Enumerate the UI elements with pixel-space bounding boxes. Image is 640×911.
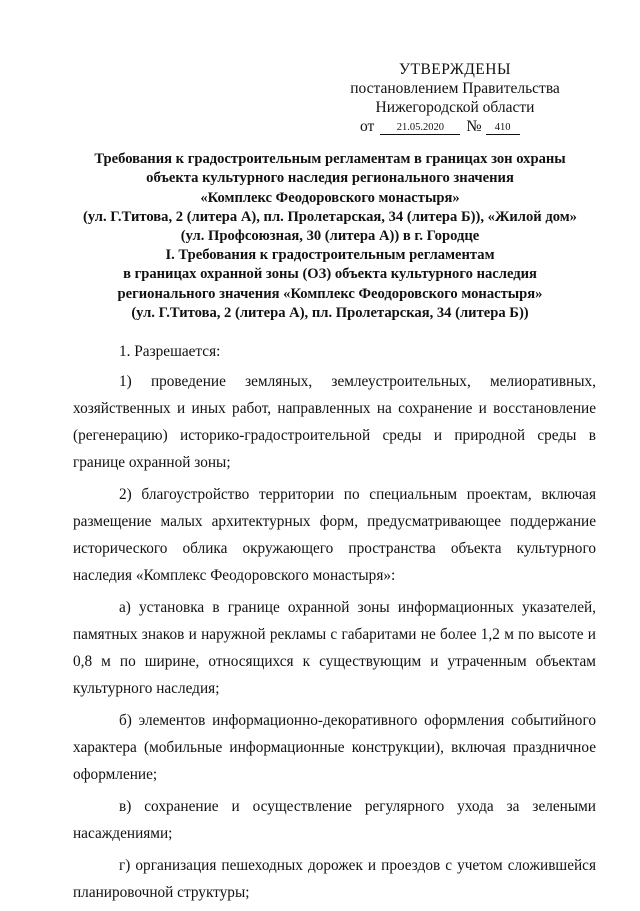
paragraph: 2) благоустройство территории по специальным проектам, включая размещение малых архитектурных форм, предусматривающее поддержание исторического облика окружающего пространства объекта культурного наследия «Комплекс Феодоровского монастыря»: [73, 486, 596, 584]
section-heading-line: регионального значения «Комплекс Феодоровского монастыря» [117, 285, 543, 302]
document-title [60, 150, 600, 246]
paragraph: б) элементов информационно-декоративного оформления событийного характера (мобильные информационные конструкции), включая праздничное оформление; [73, 712, 596, 783]
title-line: объекта культурного наследия регионального значения [146, 170, 514, 187]
approval-date-line [330, 117, 580, 136]
approval-stamp [330, 60, 580, 136]
paragraph: в) сохранение и осуществление регулярного ухода за зелеными насаждениями; [73, 798, 596, 842]
title-line: (ул. Г.Титова, 2 (литера А), пл. Пролетарская, 34 (литера Б)), «Жилой дом» [83, 208, 577, 225]
paragraph: г) организация пешеходных дорожек и проездов с учетом сложившейся планировочной структуры; [73, 857, 596, 901]
paragraph: а) установка в границе охранной зоны информационных указателей, памятных знаков и наружной рекламы с габаритами не более 1,2 м по высоте и 0,8 м по ширине, относящихся к существующим и утраченным объектам культурного наследия; [73, 599, 596, 697]
approval-line-1: постановлением Правительства [350, 80, 560, 97]
section-heading-line: I. Требования к градостроительным регламентам [165, 247, 495, 263]
section-heading [60, 246, 600, 323]
section-heading-line: в границах охранной зоны (ОЗ) объекта культурного наследия [123, 266, 537, 283]
approval-number: 410 [486, 122, 520, 135]
approval-heading: УТВЕРЖДЕНЫ [399, 61, 511, 78]
approval-line-2: Нижегородской области [375, 99, 535, 116]
section-heading-line: (ул. Г.Титова, 2 (литера А), пл. Пролетарская, 34 (литера Б)) [131, 304, 529, 321]
approval-number-sign: № [466, 118, 482, 135]
approval-from-label: от [360, 118, 375, 135]
paragraph: 1) проведение земляных, землеустроительных, мелиоративных, хозяйственных и иных работ, направленных на сохранение и восстановление (регенерацию) историко-градостроительной среды и природной среды в границе охранной зоны; [73, 373, 596, 471]
paragraph: 1. Разрешается: [119, 343, 221, 360]
title-line: (ул. Профсоюзная, 30 (литера А)) в г. Городце [180, 228, 480, 245]
title-line: «Комплекс Феодоровского монастыря» [200, 189, 460, 206]
approval-date: 21.05.2020 [380, 122, 460, 135]
document-body [73, 338, 596, 911]
title-line: Требования к градостроительным регламентам в границах зон охраны [94, 151, 566, 167]
